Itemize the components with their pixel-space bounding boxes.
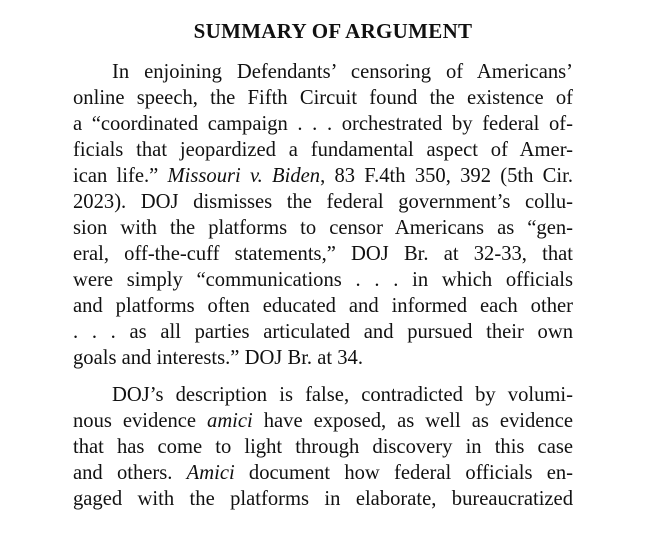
text-run: have exposed, as well as evidence: [252, 410, 573, 432]
text-line: [112, 382, 573, 408]
text-line: [73, 460, 573, 486]
text-run: ican life.”: [73, 165, 168, 187]
text-run: ficials that jeopardized a fundamental aspect of Amer-: [73, 139, 573, 161]
text-line: [73, 111, 573, 137]
section-heading: SUMMARY OF ARGUMENT: [193, 19, 473, 43]
text-run: DOJ’s description is false, contradicted by volumi-: [112, 384, 573, 406]
text-run: a “coordinated campaign . . . orchestrated by federal of-: [73, 113, 573, 135]
text-line: [73, 267, 573, 293]
text-run: nous evidence: [73, 410, 208, 432]
text-line: [73, 215, 573, 241]
text-line: [73, 189, 573, 215]
italic-text: Amici: [186, 462, 235, 484]
text-run: goals and interests.” DOJ Br. at 34.: [73, 347, 363, 369]
italic-text: amici: [207, 410, 253, 432]
text-line: [73, 241, 573, 267]
text-line: [73, 137, 573, 163]
text-line: [73, 293, 573, 319]
text-run: and others.: [73, 462, 187, 484]
text-run: sion with the platforms to censor Americans as “gen-: [73, 217, 573, 239]
text-run: gaged with the platforms in elaborate, bureaucratized: [73, 488, 573, 510]
text-line: [73, 408, 573, 434]
text-run: that has come to light through discovery in this case: [73, 436, 573, 458]
text-run: were simply “communications . . . in which officials: [73, 269, 573, 291]
text-line: [73, 163, 573, 189]
text-run: , 83 F.4th 350, 392 (5th Cir.: [320, 165, 573, 187]
text-line: [73, 319, 573, 345]
text-run: and platforms often educated and informed each other: [73, 295, 573, 317]
text-line: [112, 59, 573, 85]
text-run: online speech, the Fifth Circuit found the existence of: [73, 87, 573, 109]
text-line: [73, 85, 573, 111]
text-run: document how federal officials en-: [234, 462, 574, 484]
text-run: In enjoining Defendants’ censoring of Americans’: [112, 61, 573, 83]
italic-text: Missouri v. Biden: [167, 165, 321, 187]
text-line: [73, 345, 573, 371]
text-line: [73, 434, 573, 460]
text-run: 2023). DOJ dismisses the federal government’s collu-: [73, 191, 573, 213]
text-line: [73, 486, 573, 512]
text-run: . . . as all parties articulated and pursued their own: [73, 321, 573, 343]
text-run: eral, off-the-cuff statements,” DOJ Br. at 32-33, that: [73, 243, 573, 265]
